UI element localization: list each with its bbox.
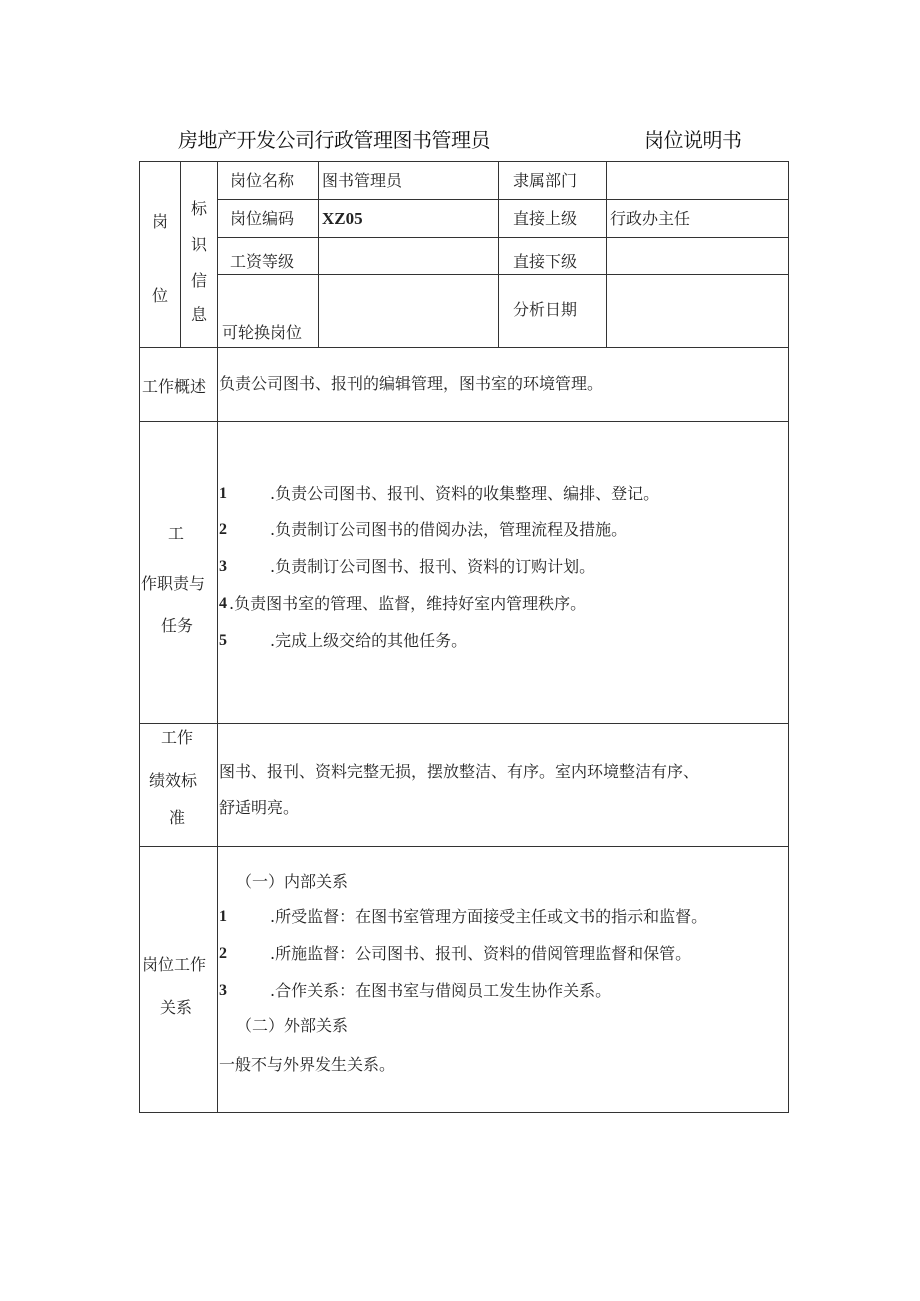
performance-text: 图书、报刊、资料完整无损，摆放整洁、有序。室内环境整洁有序、 bbox=[219, 762, 700, 781]
duty-text: .完成上级交给的其他任务。 bbox=[270, 631, 468, 650]
duties-label-line: 作职责与 bbox=[141, 574, 206, 593]
direct-subordinate-label: 直接下级 bbox=[513, 252, 578, 271]
duty-number: 3 bbox=[219, 558, 227, 575]
analysis-date-label: 分析日期 bbox=[513, 300, 578, 319]
relations-label-line: 岗位工作 bbox=[142, 955, 207, 974]
duty-number: 1 bbox=[219, 485, 227, 502]
subgroup-label-char: 息 bbox=[190, 305, 207, 324]
external-relations-text: 一般不与外界发生关系。 bbox=[219, 1055, 396, 1074]
position-name-label: 岗位名称 bbox=[230, 171, 295, 190]
duty-text: .负责图书室的管理、监督，维持好室内管理秩序。 bbox=[229, 594, 587, 613]
relation-text: .所受监督：在图书室管理方面接受主任或文书的指示和监督。 bbox=[270, 907, 708, 926]
relation-number: 1 bbox=[219, 908, 227, 925]
duties-label-line: 任务 bbox=[161, 616, 194, 635]
subgroup-label-char: 标 bbox=[190, 199, 207, 218]
direct-superior-label: 直接上级 bbox=[513, 209, 578, 228]
performance-label-line: 准 bbox=[169, 808, 186, 827]
duty-number: 5 bbox=[219, 632, 227, 649]
relation-number: 2 bbox=[219, 945, 227, 962]
direct-superior-value: 行政办主任 bbox=[610, 209, 691, 228]
subgroup-label-char: 信 bbox=[190, 271, 207, 290]
duty-text: .负责制订公司图书的借阅办法，管理流程及措施。 bbox=[270, 520, 628, 539]
duty-number: 2 bbox=[219, 521, 227, 538]
rotation-label: 可轮换岗位 bbox=[222, 323, 303, 342]
group-label-char: 岗 bbox=[151, 212, 168, 231]
performance-label-line: 绩效标 bbox=[149, 771, 198, 790]
document-title: 房地产开发公司行政管理图书管理员 bbox=[178, 128, 490, 152]
overview-label: 工作概述 bbox=[142, 377, 207, 396]
internal-relations-heading: （一）内部关系 bbox=[236, 872, 349, 891]
department-label: 隶属部门 bbox=[513, 171, 578, 190]
position-code-label: 岗位编码 bbox=[230, 209, 295, 228]
duty-text: .负责制订公司图书、报刊、资料的订购计划。 bbox=[270, 557, 596, 576]
duty-text: .负责公司图书、报刊、资料的收集整理、编排、登记。 bbox=[270, 484, 660, 503]
position-code-value: XZ05 bbox=[322, 209, 363, 228]
subgroup-label-char: 识 bbox=[190, 235, 207, 254]
overview-text: 负责公司图书、报刊的编辑管理，图书室的环境管理。 bbox=[219, 374, 604, 393]
group-label-char: 位 bbox=[151, 286, 168, 305]
document-title-suffix: 岗位说明书 bbox=[644, 128, 742, 152]
external-relations-heading: （二）外部关系 bbox=[236, 1016, 349, 1035]
relation-text: .合作关系：在图书室与借阅员工发生协作关系。 bbox=[270, 981, 612, 1000]
performance-label-line: 工作 bbox=[161, 728, 194, 747]
relation-text: .所施监督：公司图书、报刊、资料的借阅管理监督和保管。 bbox=[270, 944, 692, 963]
relation-number: 3 bbox=[219, 982, 227, 999]
duty-number: 4 bbox=[219, 595, 227, 612]
position-name-value: 图书管理员 bbox=[322, 171, 403, 190]
performance-text: 舒适明亮。 bbox=[219, 798, 300, 817]
relations-label-line: 关系 bbox=[160, 998, 193, 1017]
duties-label-line: 工 bbox=[168, 524, 185, 543]
salary-grade-label: 工资等级 bbox=[230, 252, 295, 271]
